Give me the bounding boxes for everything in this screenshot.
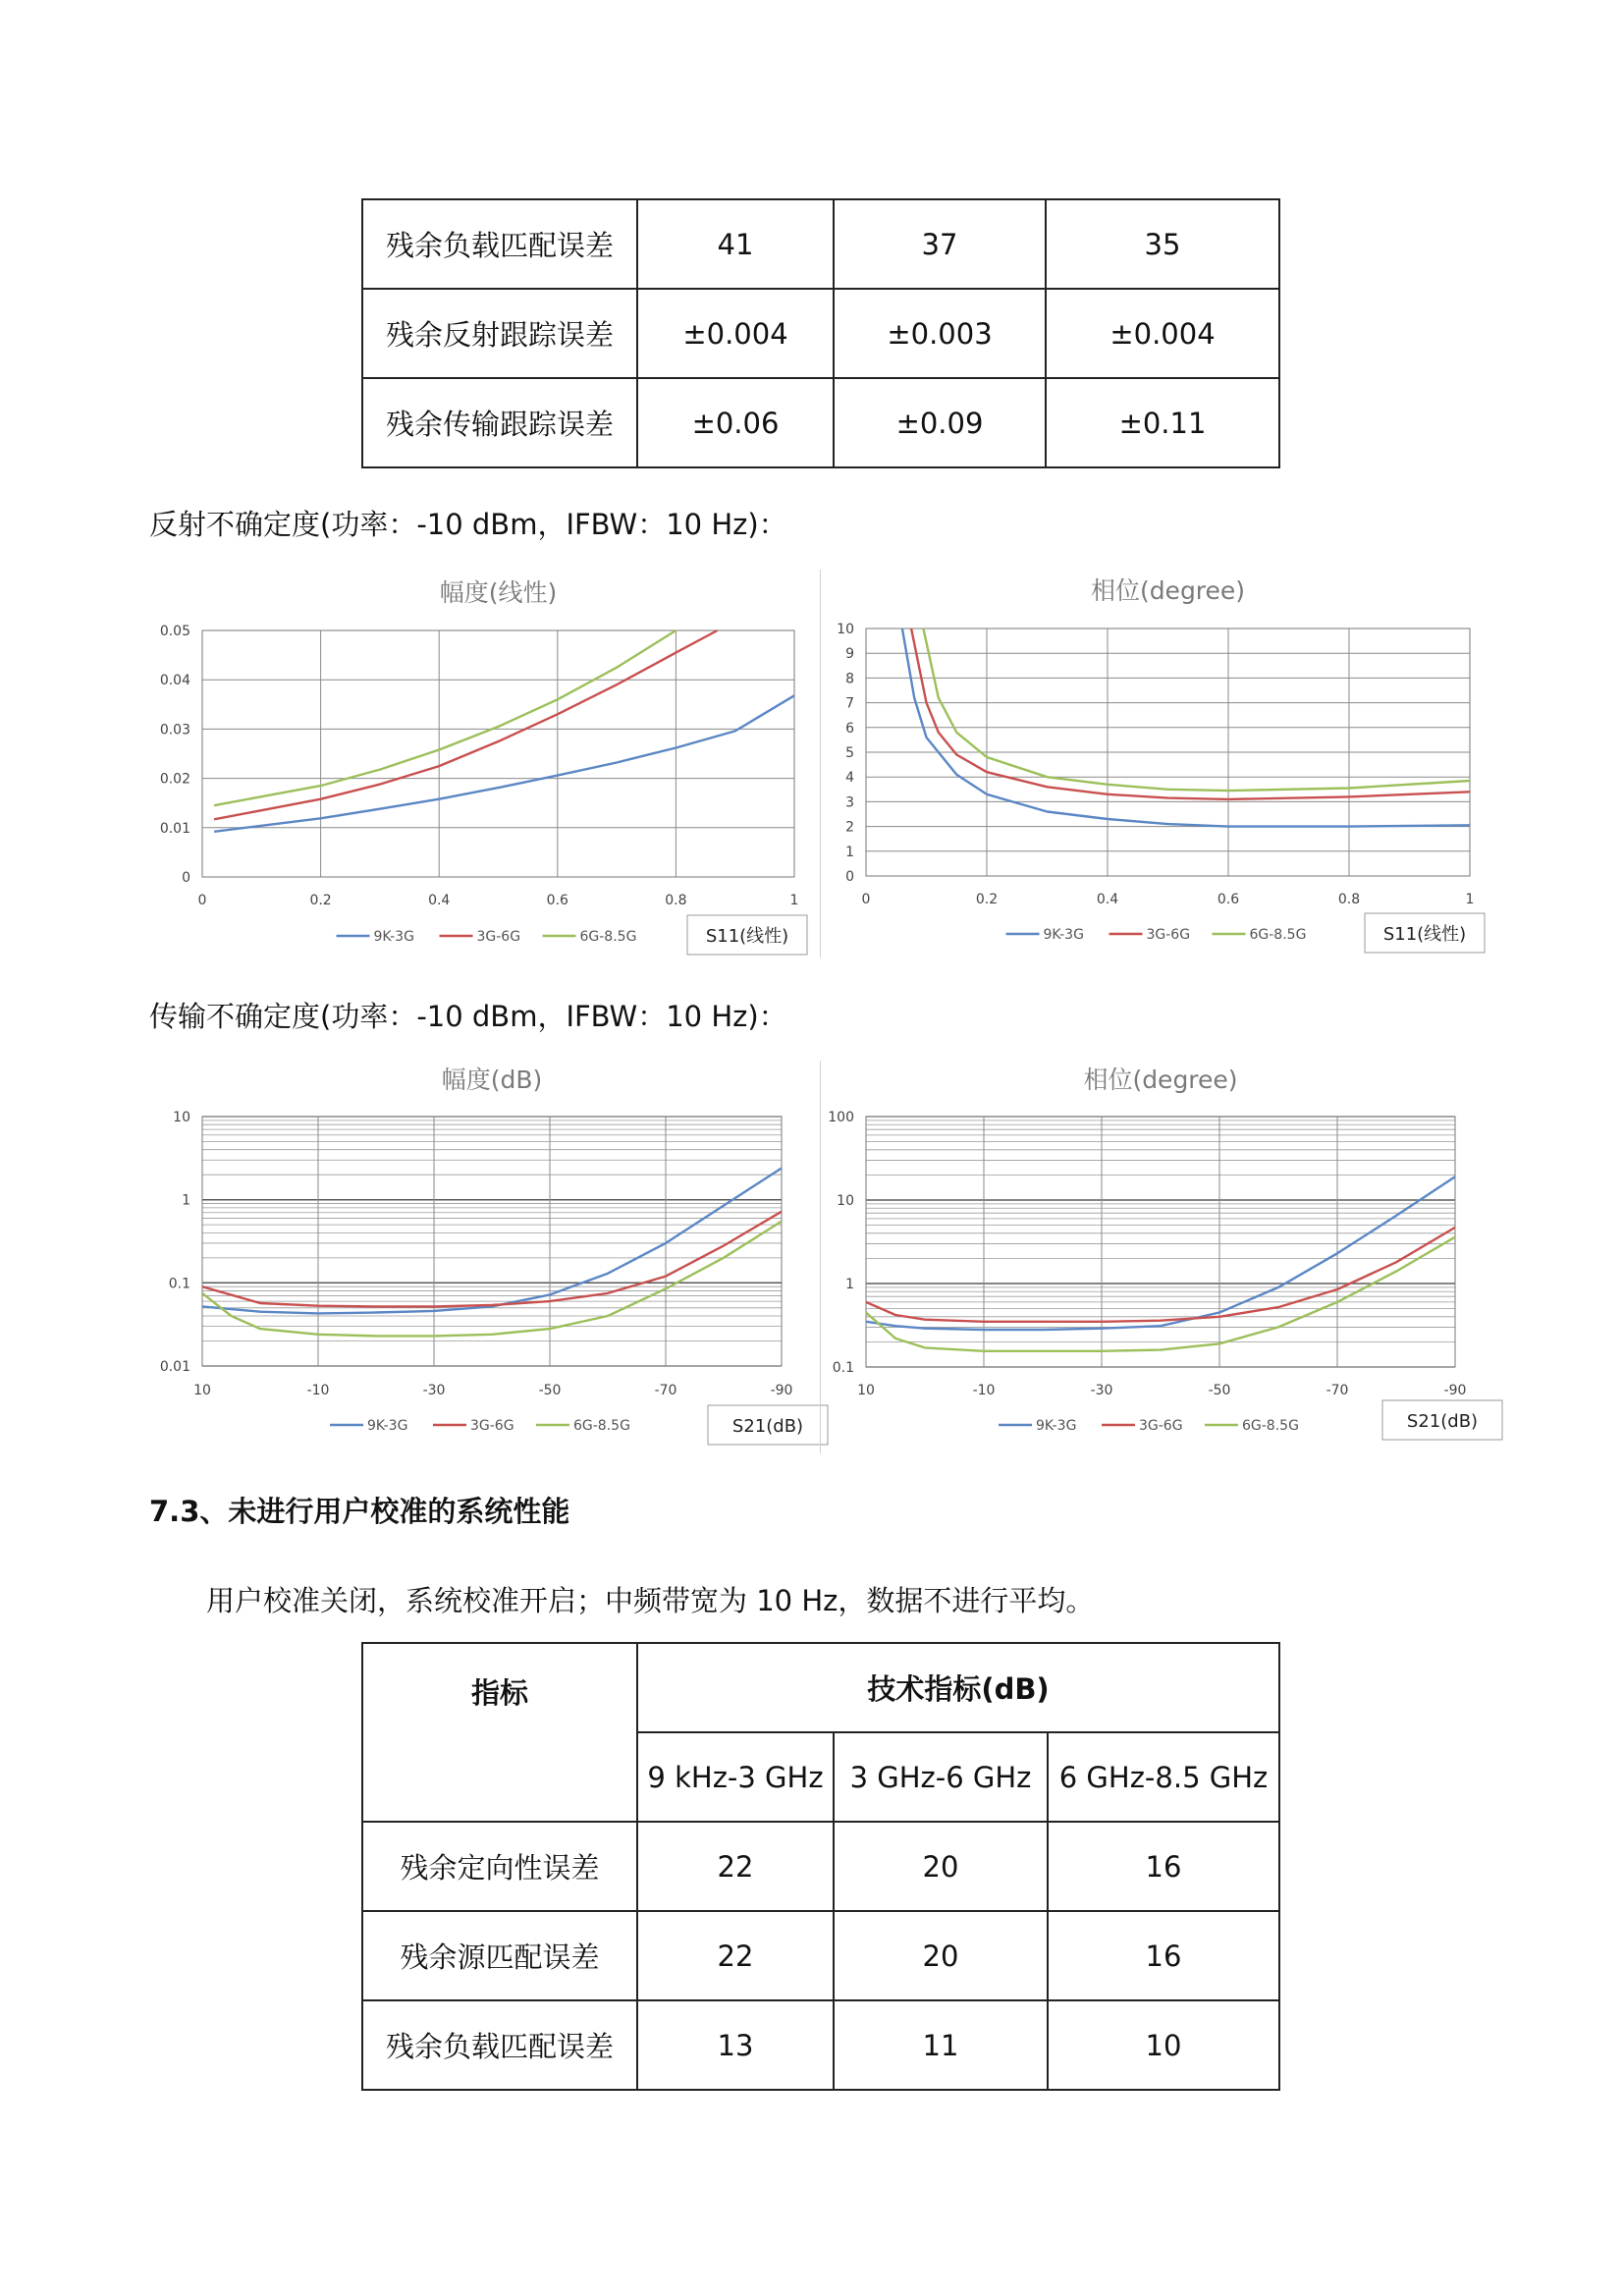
y-tick-label: 7 <box>845 695 854 712</box>
row-label: 残余源匹配误差 <box>362 1911 637 2000</box>
legend-label: 9K-3G <box>373 929 414 945</box>
y-tick-label: 100 <box>828 1110 854 1125</box>
chart-reflect-phase <box>823 565 1490 957</box>
series-line <box>214 630 676 805</box>
legend-label: 9K-3G <box>1043 927 1084 943</box>
table-row <box>362 1822 1279 1911</box>
legend-label: 9K-3G <box>1036 1418 1077 1434</box>
x-axis-label: S11(线性) <box>705 926 789 947</box>
x-axis-label: S21(dB) <box>1406 1411 1479 1432</box>
spec-table-system <box>361 1642 1280 2091</box>
x-tick-label: 0 <box>861 892 871 907</box>
x-tick-label: -30 <box>422 1383 446 1398</box>
x-axis-label: S21(dB) <box>731 1416 804 1437</box>
series-line <box>202 1222 782 1337</box>
y-tick-label: 9 <box>845 646 854 663</box>
chart-title: 幅度(线性) <box>439 578 558 607</box>
y-tick-label: 4 <box>845 770 854 787</box>
table-row <box>362 199 1279 289</box>
band-header: 3 GHz-6 GHz <box>834 1732 1048 1822</box>
x-tick-label: 1 <box>1465 892 1475 907</box>
x-tick-label: 10 <box>857 1383 875 1398</box>
chart-divider <box>820 1061 821 1453</box>
y-tick-label: 1 <box>182 1192 190 1209</box>
y-tick-label: 10 <box>837 622 854 637</box>
row-label: 残余传输跟踪误差 <box>362 378 637 467</box>
cell-value: 41 <box>637 199 834 289</box>
row-label: 残余反射跟踪误差 <box>362 289 637 378</box>
cell-value: 10 <box>1048 2000 1279 2090</box>
y-tick-label: 0.02 <box>159 771 190 788</box>
chart-grid <box>202 1117 782 1366</box>
spec-table-top <box>361 198 1280 468</box>
x-tick-label: -30 <box>1090 1383 1113 1398</box>
x-tick-label: -50 <box>538 1383 562 1398</box>
y-tick-label: 0.05 <box>159 624 190 639</box>
y-tick-label: 10 <box>173 1110 190 1125</box>
series-line <box>202 1212 782 1307</box>
cell-value: 20 <box>834 1911 1048 2000</box>
section-paragraph: 用户校准关闭，系统校准开启；中频带宽为 10 Hz，数据不进行平均。 <box>206 1584 1095 1617</box>
cell-value: 16 <box>1048 1822 1279 1911</box>
legend-label: 6G-8.5G <box>573 1418 630 1434</box>
section-reflect-title: 反射不确定度(功率：-10 dBm，IFBW：10 Hz)： <box>149 508 787 541</box>
cell-value: ±0.004 <box>1046 289 1279 378</box>
table-row <box>362 2000 1279 2090</box>
legend-label: 9K-3G <box>367 1418 408 1434</box>
header-indicator: 指标 <box>362 1643 637 1822</box>
series-line <box>866 1228 1455 1322</box>
legend-label: 6G-8.5G <box>1242 1418 1299 1434</box>
x-tick-label: -90 <box>770 1383 793 1398</box>
y-tick-label: 0.03 <box>159 722 190 738</box>
x-tick-label: 0.4 <box>428 893 451 908</box>
x-tick-label: -10 <box>972 1383 996 1398</box>
table-row <box>362 378 1279 467</box>
cell-value: ±0.004 <box>637 289 834 378</box>
chart-svg <box>823 1056 1490 1453</box>
chart-divider <box>820 570 821 957</box>
y-tick-label: 6 <box>845 720 854 737</box>
cell-value: 22 <box>637 1911 834 2000</box>
cell-value: ±0.09 <box>834 378 1046 467</box>
band-header: 6 GHz-8.5 GHz <box>1048 1732 1279 1822</box>
cell-value: 13 <box>637 2000 834 2090</box>
x-tick-label: 0.6 <box>1217 892 1240 907</box>
chart-transmit-magnitude <box>147 1056 815 1453</box>
table-header-row <box>362 1643 1279 1732</box>
y-tick-label: 0 <box>182 870 190 886</box>
chart-title: 相位(degree) <box>1090 576 1246 605</box>
chart-svg <box>823 565 1490 957</box>
header-spec: 技术指标(dB) <box>637 1643 1279 1732</box>
x-tick-label: -70 <box>1325 1383 1349 1398</box>
row-label: 残余定向性误差 <box>362 1822 637 1911</box>
y-tick-label: 8 <box>845 671 854 687</box>
plot-frame <box>202 1117 782 1366</box>
table-row <box>362 1911 1279 2000</box>
series-line <box>214 695 794 832</box>
legend-label: 3G-6G <box>1139 1418 1183 1434</box>
x-tick-label: 1 <box>789 893 799 908</box>
cell-value: 35 <box>1046 199 1279 289</box>
x-tick-label: -50 <box>1208 1383 1231 1398</box>
chart-svg <box>147 1056 815 1453</box>
series-line <box>202 1169 782 1314</box>
chart-grid <box>202 630 794 877</box>
x-tick-label: 0.2 <box>309 893 332 908</box>
chart-transmit-phase <box>823 1056 1490 1453</box>
y-tick-label: 0.1 <box>168 1276 190 1292</box>
y-tick-label: 1 <box>845 1277 854 1292</box>
cell-value: ±0.06 <box>637 378 834 467</box>
y-tick-label: 5 <box>845 745 854 761</box>
chart-reflect-magnitude <box>147 565 815 957</box>
y-tick-label: 0.01 <box>159 1359 190 1375</box>
x-tick-label: 0.8 <box>665 893 687 908</box>
row-label: 残余负载匹配误差 <box>362 199 637 289</box>
section-heading-7-3: 7.3、未进行用户校准的系统性能 <box>149 1495 570 1528</box>
x-tick-label: 0 <box>197 893 207 908</box>
section-transmit-title: 传输不确定度(功率：-10 dBm，IFBW：10 Hz)： <box>149 1000 787 1033</box>
x-tick-label: 10 <box>193 1383 211 1398</box>
cell-value: 16 <box>1048 1911 1279 2000</box>
table-row <box>362 289 1279 378</box>
series-line <box>866 1237 1455 1351</box>
x-tick-label: -70 <box>654 1383 677 1398</box>
y-tick-label: 1 <box>845 844 854 860</box>
legend-label: 3G-6G <box>470 1418 514 1434</box>
cell-value: 22 <box>637 1822 834 1911</box>
chart-grid <box>866 629 1470 876</box>
y-tick-label: 0.04 <box>159 673 190 689</box>
cell-value: ±0.003 <box>834 289 1046 378</box>
band-header: 9 kHz-3 GHz <box>637 1732 834 1822</box>
x-tick-label: 0.8 <box>1337 892 1361 907</box>
plot-frame <box>202 630 794 877</box>
x-tick-label: -10 <box>306 1383 330 1398</box>
cell-value: 11 <box>834 2000 1048 2090</box>
x-axis-label: S11(线性) <box>1382 924 1467 945</box>
chart-title: 相位(degree) <box>1083 1066 1238 1094</box>
y-tick-label: 10 <box>837 1193 854 1209</box>
y-tick-label: 0 <box>845 869 854 885</box>
legend-label: 6G-8.5G <box>579 929 637 945</box>
y-tick-label: 2 <box>845 819 854 836</box>
x-tick-label: -90 <box>1443 1383 1467 1398</box>
y-tick-label: 3 <box>845 794 854 811</box>
x-tick-label: 0.6 <box>546 893 568 908</box>
x-tick-label: 0.2 <box>975 892 999 907</box>
chart-svg <box>147 565 815 957</box>
cell-value: 20 <box>834 1822 1048 1911</box>
cell-value: ±0.11 <box>1046 378 1279 467</box>
cell-value: 37 <box>834 199 1046 289</box>
legend-label: 3G-6G <box>476 929 521 945</box>
y-tick-label: 0.1 <box>832 1360 854 1376</box>
series-line <box>911 629 1470 799</box>
legend-label: 3G-6G <box>1146 927 1191 943</box>
x-tick-label: 0.4 <box>1096 892 1119 907</box>
chart-title: 幅度(dB) <box>441 1066 543 1094</box>
y-tick-label: 0.01 <box>159 820 190 837</box>
row-label: 残余负载匹配误差 <box>362 2000 637 2090</box>
legend-label: 6G-8.5G <box>1249 927 1307 943</box>
